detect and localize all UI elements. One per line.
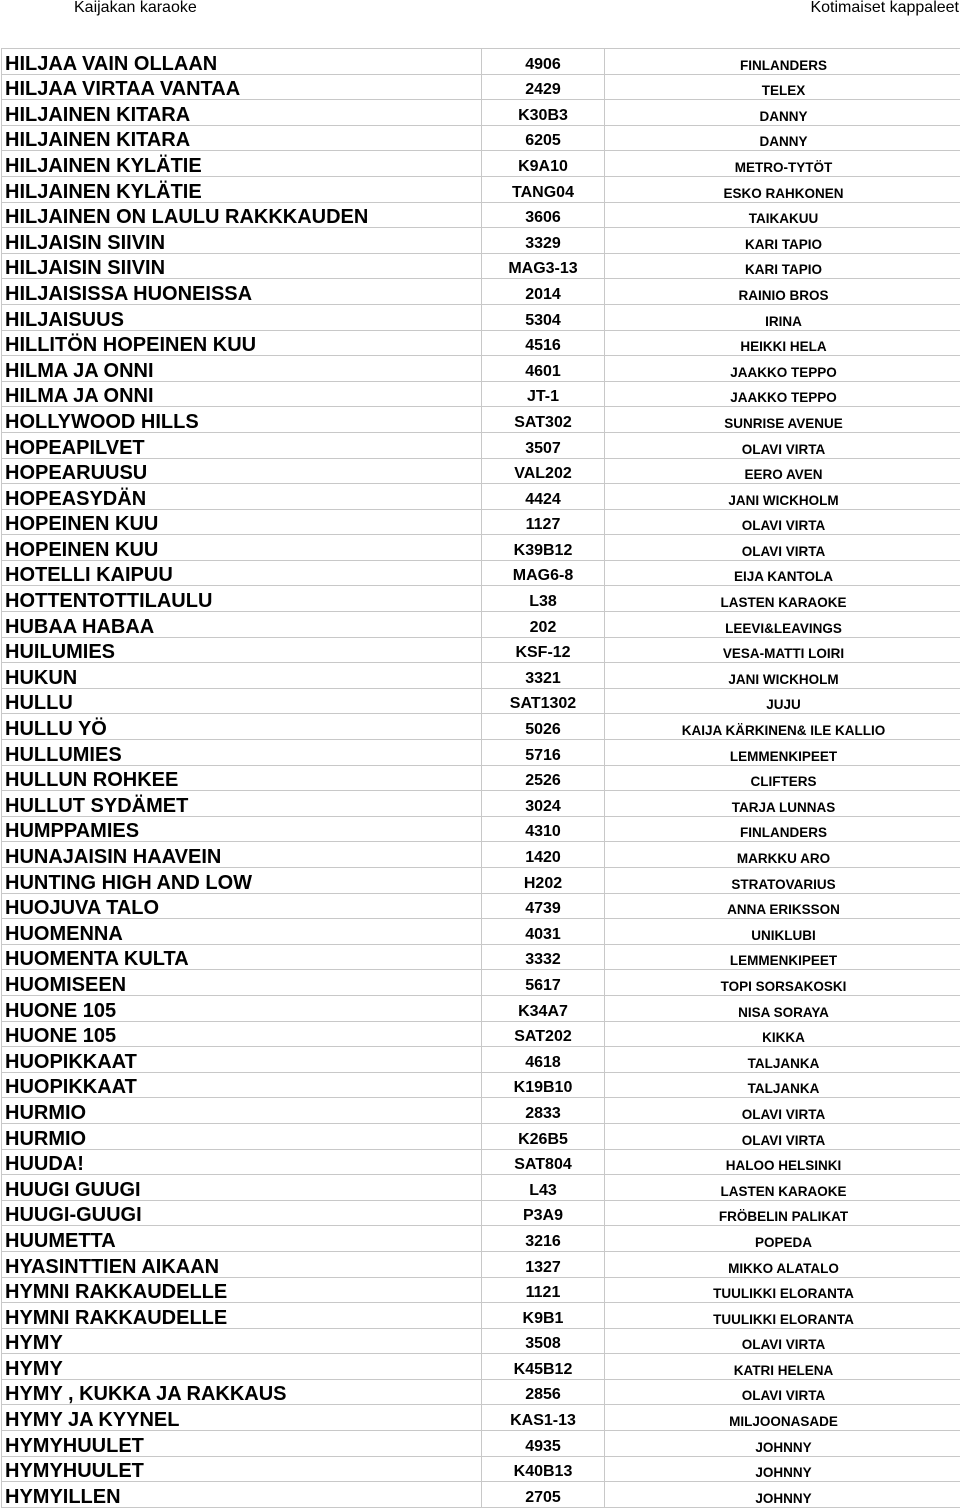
song-code-cell: 5304 [482,304,605,330]
song-artist-cell: OLAVI VIRTA [605,432,960,458]
song-artist-cell: LEMMENKIPEET [605,740,960,766]
song-artist-cell: TELEX [605,74,960,100]
song-title-cell: HULLUT SYDÄMET [2,791,482,817]
song-code-cell: 4906 [482,49,605,75]
song-title-cell: HOLLYWOOD HILLS [2,407,482,433]
song-code-cell: 5617 [482,970,605,996]
song-artist-cell: JAAKKO TEPPO [605,356,960,382]
song-code-cell: K34A7 [482,995,605,1021]
song-code-cell: L38 [482,586,605,612]
song-artist-cell: OLAVI VIRTA [605,1379,960,1405]
song-code-cell: 2429 [482,74,605,100]
song-artist-cell: TUULIKKI ELORANTA [605,1277,960,1303]
song-code-cell: K30B3 [482,100,605,126]
song-artist-cell: TALJANKA [605,1047,960,1073]
table-row [2,381,960,407]
table-row [2,1379,960,1405]
table-row [2,995,960,1021]
song-artist-cell: OLAVI VIRTA [605,1123,960,1149]
table-row [2,1098,960,1124]
song-code-cell: KSF-12 [482,637,605,663]
song-code-cell: P3A9 [482,1200,605,1226]
song-title-cell: HUONE 105 [2,1021,482,1047]
table-row [2,842,960,868]
table-row [2,868,960,894]
song-artist-cell: LASTEN KARAOKE [605,586,960,612]
table-row [2,202,960,228]
song-code-cell: 2526 [482,765,605,791]
song-artist-cell: MARKKU ARO [605,842,960,868]
song-code-cell: TANG04 [482,176,605,202]
song-code-cell: K40B13 [482,1456,605,1482]
table-row [2,253,960,279]
song-code-cell: 6205 [482,125,605,151]
song-code-cell: 3024 [482,791,605,817]
table-row [2,1200,960,1226]
song-title-cell: HILJAISISSA HUONEISSA [2,279,482,305]
song-title-cell: HILLITÖN HOPEINEN KUU [2,330,482,356]
song-artist-cell: OLAVI VIRTA [605,1098,960,1124]
song-title-cell: HUOMENNA [2,919,482,945]
table-row [2,637,960,663]
song-code-cell: K45B12 [482,1354,605,1380]
table-row [2,1021,960,1047]
song-code-cell: H202 [482,868,605,894]
table-row [2,1072,960,1098]
song-code-cell: MAG6-8 [482,560,605,586]
table-row [2,1277,960,1303]
table-row [2,1251,960,1277]
table-row [2,1456,960,1482]
song-artist-cell: JANI WICKHOLM [605,484,960,510]
song-code-cell: 2833 [482,1098,605,1124]
song-title-cell: HYMYHUULET [2,1431,482,1457]
song-code-cell: 5716 [482,740,605,766]
table-row [2,1328,960,1354]
song-title-cell: HYASINTTIEN AIKAAN [2,1251,482,1277]
song-artist-cell: KAIJA KÄRKINEN& ILE KALLIO [605,714,960,740]
song-title-cell: HUONE 105 [2,995,482,1021]
song-artist-cell: IRINA [605,304,960,330]
song-code-cell: 4424 [482,484,605,510]
song-title-cell: HUNAJAISIN HAAVEIN [2,842,482,868]
song-artist-cell: TUULIKKI ELORANTA [605,1303,960,1329]
song-code-cell: L43 [482,1175,605,1201]
song-artist-cell: FRÖBELIN PALIKAT [605,1200,960,1226]
song-artist-cell: STRATOVARIUS [605,868,960,894]
song-code-cell: 3216 [482,1226,605,1252]
song-artist-cell: NISA SORAYA [605,995,960,1021]
song-title-cell: HYMY JA KYYNEL [2,1405,482,1431]
song-artist-cell: KARI TAPIO [605,228,960,254]
table-row [2,49,960,75]
song-title-cell: HOTELLI KAIPUU [2,560,482,586]
song-artist-cell: TOPI SORSAKOSKI [605,970,960,996]
table-row [2,176,960,202]
table-row [2,560,960,586]
song-title-cell: HUKUN [2,663,482,689]
table-row [2,74,960,100]
document-section: Kotimaiset kappaleet [810,0,959,17]
song-title-cell: HILJAA VIRTAA VANTAA [2,74,482,100]
song-artist-cell: JOHNNY [605,1431,960,1457]
song-title-cell: HUUGI-GUUGI [2,1200,482,1226]
song-title-cell: HYMYILLEN [2,1482,482,1508]
song-title-cell: HILJAINEN KITARA [2,100,482,126]
song-title-cell: HILJAINEN ON LAULU RAKKKAUDEN [2,202,482,228]
song-code-cell: 4516 [482,330,605,356]
song-code-cell: 1420 [482,842,605,868]
table-row [2,1226,960,1252]
song-artist-cell: FINLANDERS [605,49,960,75]
song-artist-cell: LEMMENKIPEET [605,944,960,970]
table-row [2,791,960,817]
song-title-cell: HOPEARUUSU [2,458,482,484]
song-title-cell: HILJAISIN SIIVIN [2,228,482,254]
table-row [2,407,960,433]
song-title-cell: HUMPPAMIES [2,816,482,842]
song-code-cell: K19B10 [482,1072,605,1098]
song-title-cell: HULLUN ROHKEE [2,765,482,791]
song-title-cell: HURMIO [2,1123,482,1149]
song-title-cell: HYMY , KUKKA JA RAKKAUS [2,1379,482,1405]
song-artist-cell: OLAVI VIRTA [605,509,960,535]
song-title-cell: HUUMETTA [2,1226,482,1252]
song-code-cell: SAT202 [482,1021,605,1047]
table-row [2,586,960,612]
table-row [2,1303,960,1329]
table-row [2,612,960,638]
table-row [2,1175,960,1201]
song-code-cell: JT-1 [482,381,605,407]
table-row [2,1047,960,1073]
song-code-cell: 3508 [482,1328,605,1354]
song-title-cell: HULLU YÖ [2,714,482,740]
song-code-cell: 2705 [482,1482,605,1508]
song-code-cell: VAL202 [482,458,605,484]
table-row [2,304,960,330]
table-row [2,1149,960,1175]
song-code-cell: 2014 [482,279,605,305]
song-artist-cell: RAINIO BROS [605,279,960,305]
song-title-cell: HOPEAPILVET [2,432,482,458]
table-row [2,765,960,791]
song-title-cell: HUNTING HIGH AND LOW [2,868,482,894]
song-title-cell: HUOMENTA KULTA [2,944,482,970]
song-code-cell: MAG3-13 [482,253,605,279]
song-title-cell: HILMA JA ONNI [2,381,482,407]
song-code-cell: 2856 [482,1379,605,1405]
song-table [1,48,960,1508]
table-row [2,458,960,484]
song-artist-cell: ANNA ERIKSSON [605,893,960,919]
song-title-cell: HURMIO [2,1098,482,1124]
song-title-cell: HILJAINEN KITARA [2,125,482,151]
song-artist-cell: SUNRISE AVENUE [605,407,960,433]
song-title-cell: HOPEINEN KUU [2,535,482,561]
song-title-cell: HILJAINEN KYLÄTIE [2,151,482,177]
song-artist-cell: JOHNNY [605,1482,960,1508]
song-title-cell: HUOMISEEN [2,970,482,996]
song-artist-cell: LEEVI&LEAVINGS [605,612,960,638]
song-artist-cell: VESA-MATTI LOIRI [605,637,960,663]
song-artist-cell: KIKKA [605,1021,960,1047]
table-row [2,663,960,689]
song-code-cell: 4935 [482,1431,605,1457]
song-title-cell: HUUGI GUUGI [2,1175,482,1201]
song-artist-cell: LASTEN KARAOKE [605,1175,960,1201]
song-code-cell: 202 [482,612,605,638]
song-table-body [2,49,960,1508]
song-artist-cell: HALOO HELSINKI [605,1149,960,1175]
table-row [2,330,960,356]
song-title-cell: HYMNI RAKKAUDELLE [2,1277,482,1303]
table-row [2,919,960,945]
song-artist-cell: KATRI HELENA [605,1354,960,1380]
song-artist-cell: MILJOONASADE [605,1405,960,1431]
table-row [2,509,960,535]
table-row [2,1354,960,1380]
table-row [2,1123,960,1149]
song-title-cell: HOPEASYDÄN [2,484,482,510]
song-title-cell: HULLU [2,688,482,714]
table-row [2,484,960,510]
song-artist-cell: METRO-TYTÖT [605,151,960,177]
table-row [2,688,960,714]
table-row [2,816,960,842]
song-code-cell: 3606 [482,202,605,228]
song-code-cell: 3507 [482,432,605,458]
song-code-cell: 3321 [482,663,605,689]
song-code-cell: 1127 [482,509,605,535]
song-artist-cell: KARI TAPIO [605,253,960,279]
song-code-cell: SAT804 [482,1149,605,1175]
song-title-cell: HILJAISIN SIIVIN [2,253,482,279]
song-code-cell: 4601 [482,356,605,382]
song-code-cell: 3332 [482,944,605,970]
table-row [2,356,960,382]
song-code-cell: 4739 [482,893,605,919]
song-title-cell: HYMY [2,1354,482,1380]
song-artist-cell: CLIFTERS [605,765,960,791]
song-title-cell: HULLUMIES [2,740,482,766]
table-row [2,100,960,126]
page-header [0,0,960,20]
song-artist-cell: JAAKKO TEPPO [605,381,960,407]
song-title-cell: HYMNI RAKKAUDELLE [2,1303,482,1329]
song-artist-cell: POPEDA [605,1226,960,1252]
table-row [2,228,960,254]
song-code-cell: K39B12 [482,535,605,561]
song-title-cell: HUILUMIES [2,637,482,663]
song-artist-cell: TARJA LUNNAS [605,791,960,817]
table-row [2,279,960,305]
song-title-cell: HILJAA VAIN OLLAAN [2,49,482,75]
song-artist-cell: JOHNNY [605,1456,960,1482]
song-title-cell: HILJAISUUS [2,304,482,330]
song-title-cell: HYMYHUULET [2,1456,482,1482]
song-artist-cell: EERO AVEN [605,458,960,484]
song-artist-cell: HEIKKI HELA [605,330,960,356]
table-row [2,714,960,740]
song-artist-cell: EIJA KANTOLA [605,560,960,586]
song-artist-cell: MIKKO ALATALO [605,1251,960,1277]
table-row [2,1405,960,1431]
song-title-cell: HUOJUVA TALO [2,893,482,919]
song-title-cell: HUBAA HABAA [2,612,482,638]
table-row [2,432,960,458]
song-code-cell: 4031 [482,919,605,945]
table-row [2,151,960,177]
song-artist-cell: JANI WICKHOLM [605,663,960,689]
song-artist-cell: OLAVI VIRTA [605,535,960,561]
song-artist-cell: UNIKLUBI [605,919,960,945]
song-artist-cell: OLAVI VIRTA [605,1328,960,1354]
song-artist-cell: TAIKAKUU [605,202,960,228]
table-row [2,893,960,919]
table-row [2,125,960,151]
song-artist-cell: FINLANDERS [605,816,960,842]
song-title-cell: HYMY [2,1328,482,1354]
song-code-cell: SAT1302 [482,688,605,714]
song-title-cell: HOPEINEN KUU [2,509,482,535]
song-code-cell: K9B1 [482,1303,605,1329]
table-row [2,740,960,766]
song-code-cell: 4618 [482,1047,605,1073]
song-code-cell: K26B5 [482,1123,605,1149]
song-artist-cell: ESKO RAHKONEN [605,176,960,202]
song-artist-cell: TALJANKA [605,1072,960,1098]
song-code-cell: 3329 [482,228,605,254]
table-row [2,944,960,970]
song-code-cell: 1327 [482,1251,605,1277]
song-artist-cell: DANNY [605,125,960,151]
song-title-cell: HUOPIKKAAT [2,1072,482,1098]
song-title-cell: HILMA JA ONNI [2,356,482,382]
table-row [2,970,960,996]
song-artist-cell: JUJU [605,688,960,714]
song-code-cell: 5026 [482,714,605,740]
song-title-cell: HUUDA! [2,1149,482,1175]
song-code-cell: 1121 [482,1277,605,1303]
table-row [2,1431,960,1457]
song-code-cell: SAT302 [482,407,605,433]
song-title-cell: HOTTENTOTTILAULU [2,586,482,612]
song-code-cell: 4310 [482,816,605,842]
table-row [2,1482,960,1508]
document-title: Kaijakan karaoke [74,0,197,17]
song-code-cell: KAS1-13 [482,1405,605,1431]
table-row [2,535,960,561]
song-artist-cell: DANNY [605,100,960,126]
song-code-cell: K9A10 [482,151,605,177]
song-title-cell: HILJAINEN KYLÄTIE [2,176,482,202]
song-title-cell: HUOPIKKAAT [2,1047,482,1073]
